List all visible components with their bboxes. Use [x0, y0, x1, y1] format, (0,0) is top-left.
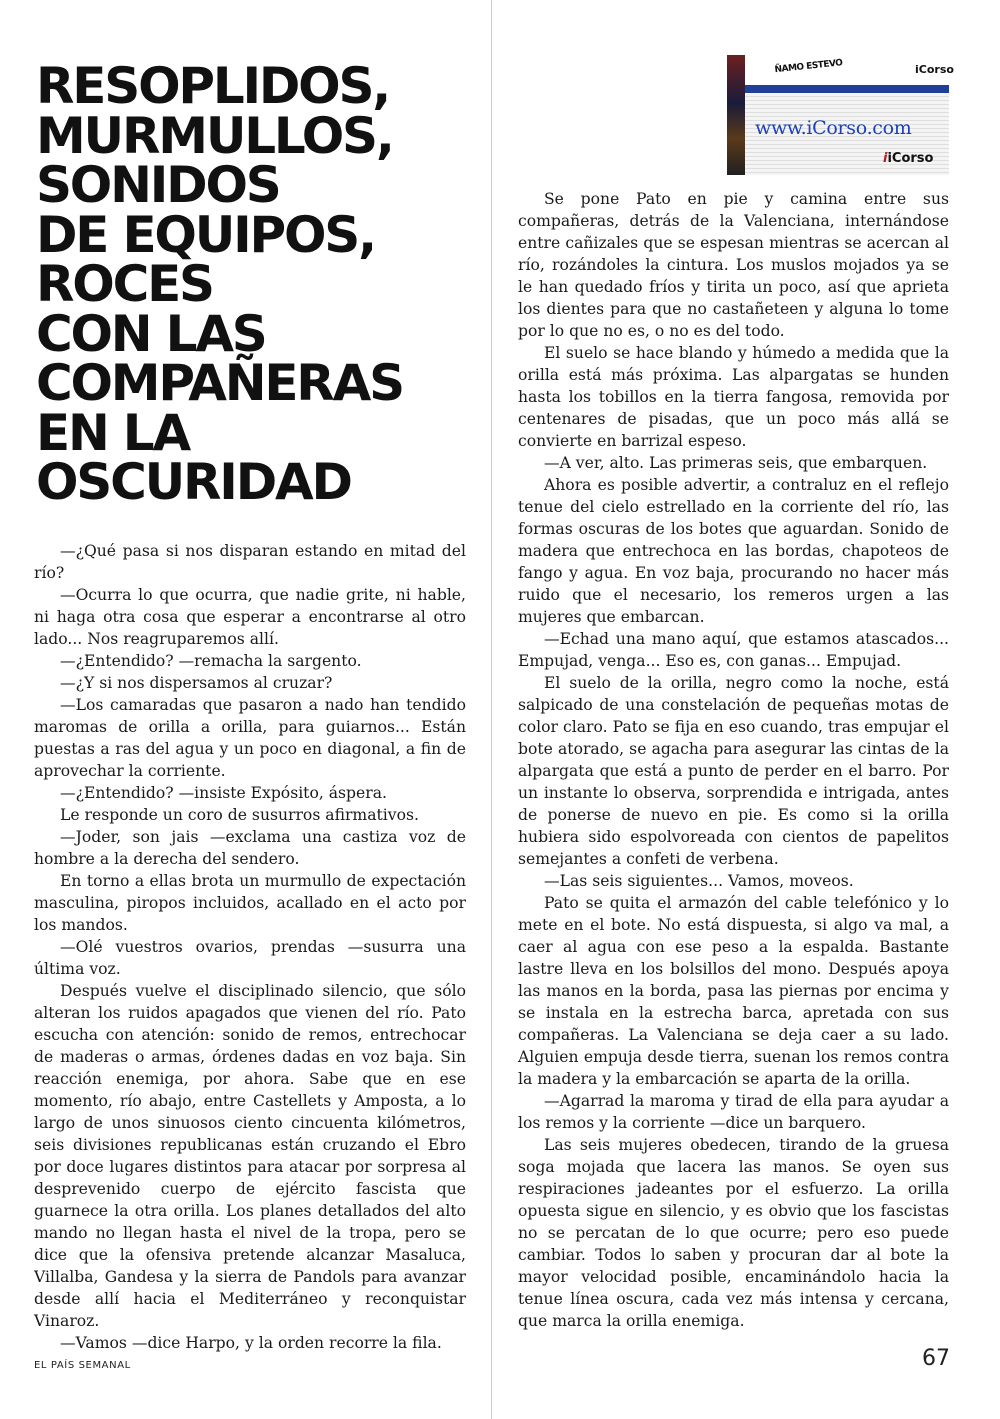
- headline-line: DE EQUIPOS,: [36, 205, 375, 264]
- headline-line: ROCES: [36, 255, 213, 313]
- ad-brand-i-glyph: i: [883, 151, 888, 166]
- paragraph: —¿Entendido? —remacha la sargento.: [60, 652, 362, 670]
- paragraph: —A ver, alto. Las primeras seis, que embarquen.: [544, 454, 928, 472]
- paragraph: —Echad una mano aquí, que estamos atascados... Empujad, venga... Eso es, con ganas... Empujad.: [518, 630, 949, 670]
- publication-name: EL PAÍS SEMANAL: [34, 1360, 131, 1371]
- headline-line: RESOPLIDOS,: [36, 57, 390, 115]
- paragraph: —Joder, son jais —exclama una castiza voz de hombre a la derecha del sendero.: [34, 828, 466, 868]
- paragraph: —¿Qué pasa si nos disparan estando en mitad del río?: [34, 542, 466, 582]
- paragraph: —¿Entendido? —insiste Expósito, áspera.: [60, 784, 387, 802]
- paragraph: En torno a ellas brota un murmullo de expectación masculina, piropos incluidos, acallado en el acto por los mandos.: [34, 872, 466, 934]
- page-number: 67: [922, 1346, 950, 1371]
- paragraph: Después vuelve el disciplinado silencio, que sólo alteran los ruidos apagados que vienen del río. Pato escucha con atención: sonido de remos, entrechocar de maderas o armas, órdenes dadas en voz baja. Sin reacción enemiga, por ahora. Sabe que en ese momento, río abajo, entre Castellets y Amposta, a lo largo de unos sinuosos ciento cincuenta kilómetros, seis divisiones republicanas están cruzando el Ebro por doce lugares distintos para atacar por sorpresa al desprevenido cuerpo de ejército fascista que guarnece la otra orilla. Los planes detallados del alto mando no llegan hasta el nivel de la tropa, pero se dice que la ofensiva pretende alcanzar Masaluca, Villalba, Gandesa y la sierra de Pandols para avanzar desde allí hacia el Mediterráneo y reconquistar Vinaroz.: [34, 982, 466, 1330]
- paragraph: —Las seis siguientes... Vamos, moveos.: [544, 872, 854, 890]
- left-text-column: [34, 540, 466, 1354]
- headline: [36, 57, 476, 511]
- paragraph: El suelo de la orilla, negro como la noche, está salpicado de una constelación de pequeñas motas de color claro. Pato se fija en eso cuando, tras empujar el bote atorado, se agacha para asegurar las cintas de la alpargata que está a punto de perder en el barro. Por un instante lo observa, sorprendida e intrigada, antes de ponerse de nuevo en pie. Es como si la orilla hubiera sido espolvoreada con cientos de papelitos semejantes a confeti de verbena.: [518, 674, 949, 868]
- headline-line: MURMULLOS,: [36, 106, 393, 165]
- ad-brand-top: iCorso: [915, 63, 954, 76]
- ad-graffiti-logo: ÑAMO ESTEVO: [774, 58, 843, 76]
- paragraph: —¿Y si nos dispersamos al cruzar?: [60, 674, 333, 692]
- paragraph: El suelo se hace blando y húmedo a medida que la orilla está más próxima. Las alpargatas se hunden hasta los tobillos en la tierra fangosa, removida por centenares de pisadas, que un poco más allá se convierte en barrizal espeso.: [518, 344, 949, 450]
- paragraph: Pato se quita el armazón del cable telefónico y lo mete en el bote. No está dispuesta, si algo va mal, a caer al agua con ese peso a la espalda. Bastante lastre lleva en los bolsillos del mono. Después apoya las manos en la borda, pasa las piernas por encima y se instala en la estrecha barca, apretada con sus compañeras. La Valenciana se deja caer a su lado. Alguien empuja desde tierra, suenan los remos contra la madera y la embarcación se aparta de la orilla.: [518, 894, 949, 1088]
- center-gutter-divider: [491, 0, 492, 1419]
- headline-line: EN LA: [36, 403, 189, 462]
- ad-sidebar-thumbnails: [727, 55, 745, 175]
- paragraph: Las seis mujeres obedecen, tirando de la gruesa soga mojada que lacera las manos. Se oyen sus respiraciones jadeantes por el esfuerzo. La orilla opuesta sigue en silencio, y es obvio que los fascistas no se percatan de lo que ocurre; pero eso puede cambiar. Todos lo saben y procuran dar al bote la mayor velocidad posible, encaminándolo hacia la tenue línea oscura, cada vez más intensa y cercana, que marca la orilla enemiga.: [518, 1136, 949, 1330]
- ad-url-link[interactable]: www.iCorso.com: [755, 117, 912, 139]
- paragraph: —Ocurra lo que ocurra, que nadie grite, ni hable, ni haga otra cosa que esperar a encontrarse al otro lado... Nos reagruparemos allí.: [34, 586, 466, 648]
- headline-line: SONIDOS: [36, 156, 280, 214]
- ad-brand-logo: [883, 151, 933, 166]
- paragraph: Le responde un coro de susurros afirmativos.: [60, 806, 419, 824]
- headline-line: OSCURIDAD: [36, 453, 351, 511]
- headline-line: CON LAS: [36, 304, 266, 363]
- paragraph: —Los camaradas que pasaron a nado han tendido maromas de orilla a orilla, para guiarnos... Están puestas a ras del agua y un poco en diagonal, a fin de aprovechar la corriente.: [34, 696, 466, 780]
- watermark-ad-banner[interactable]: [727, 55, 954, 175]
- ad-title-bar: [745, 85, 949, 93]
- ad-header: [745, 55, 954, 85]
- right-text-column: [518, 188, 949, 1332]
- headline-line: COMPAÑERAS: [36, 354, 403, 412]
- paragraph: —Agarrad la maroma y tirad de ella para ayudar a los remos y la corriente —dice un barquero.: [518, 1092, 949, 1132]
- paragraph: —Olé vuestros ovarios, prendas —susurra una última voz.: [34, 938, 466, 978]
- paragraph: —Vamos —dice Harpo, y la orden recorre la fila.: [60, 1334, 442, 1352]
- ad-brand-text: iCorso: [887, 151, 934, 166]
- paragraph: Se pone Pato en pie y camina entre sus compañeras, detrás de la Valenciana, internándose entre cañizales que se espesan mientras se acercan al río, rozándoles la cintura. Los muslos mojados ya se le han quedado fríos y tirita un poco, así que aprieta los dientes para que no castañeteen y alguna lo tome por lo que no es, o no es del todo.: [518, 190, 949, 340]
- paragraph: Ahora es posible advertir, a contraluz en el reflejo tenue del cielo estrellado en la corriente del río, las formas oscuras de los botes que aguardan. Sonido de madera que entrechoca en las bordas, chapoteos de fango y agua. En voz baja, procurando no hacer más ruido que el necesario, los remeros urgen a las mujeres que embarcan.: [518, 476, 949, 626]
